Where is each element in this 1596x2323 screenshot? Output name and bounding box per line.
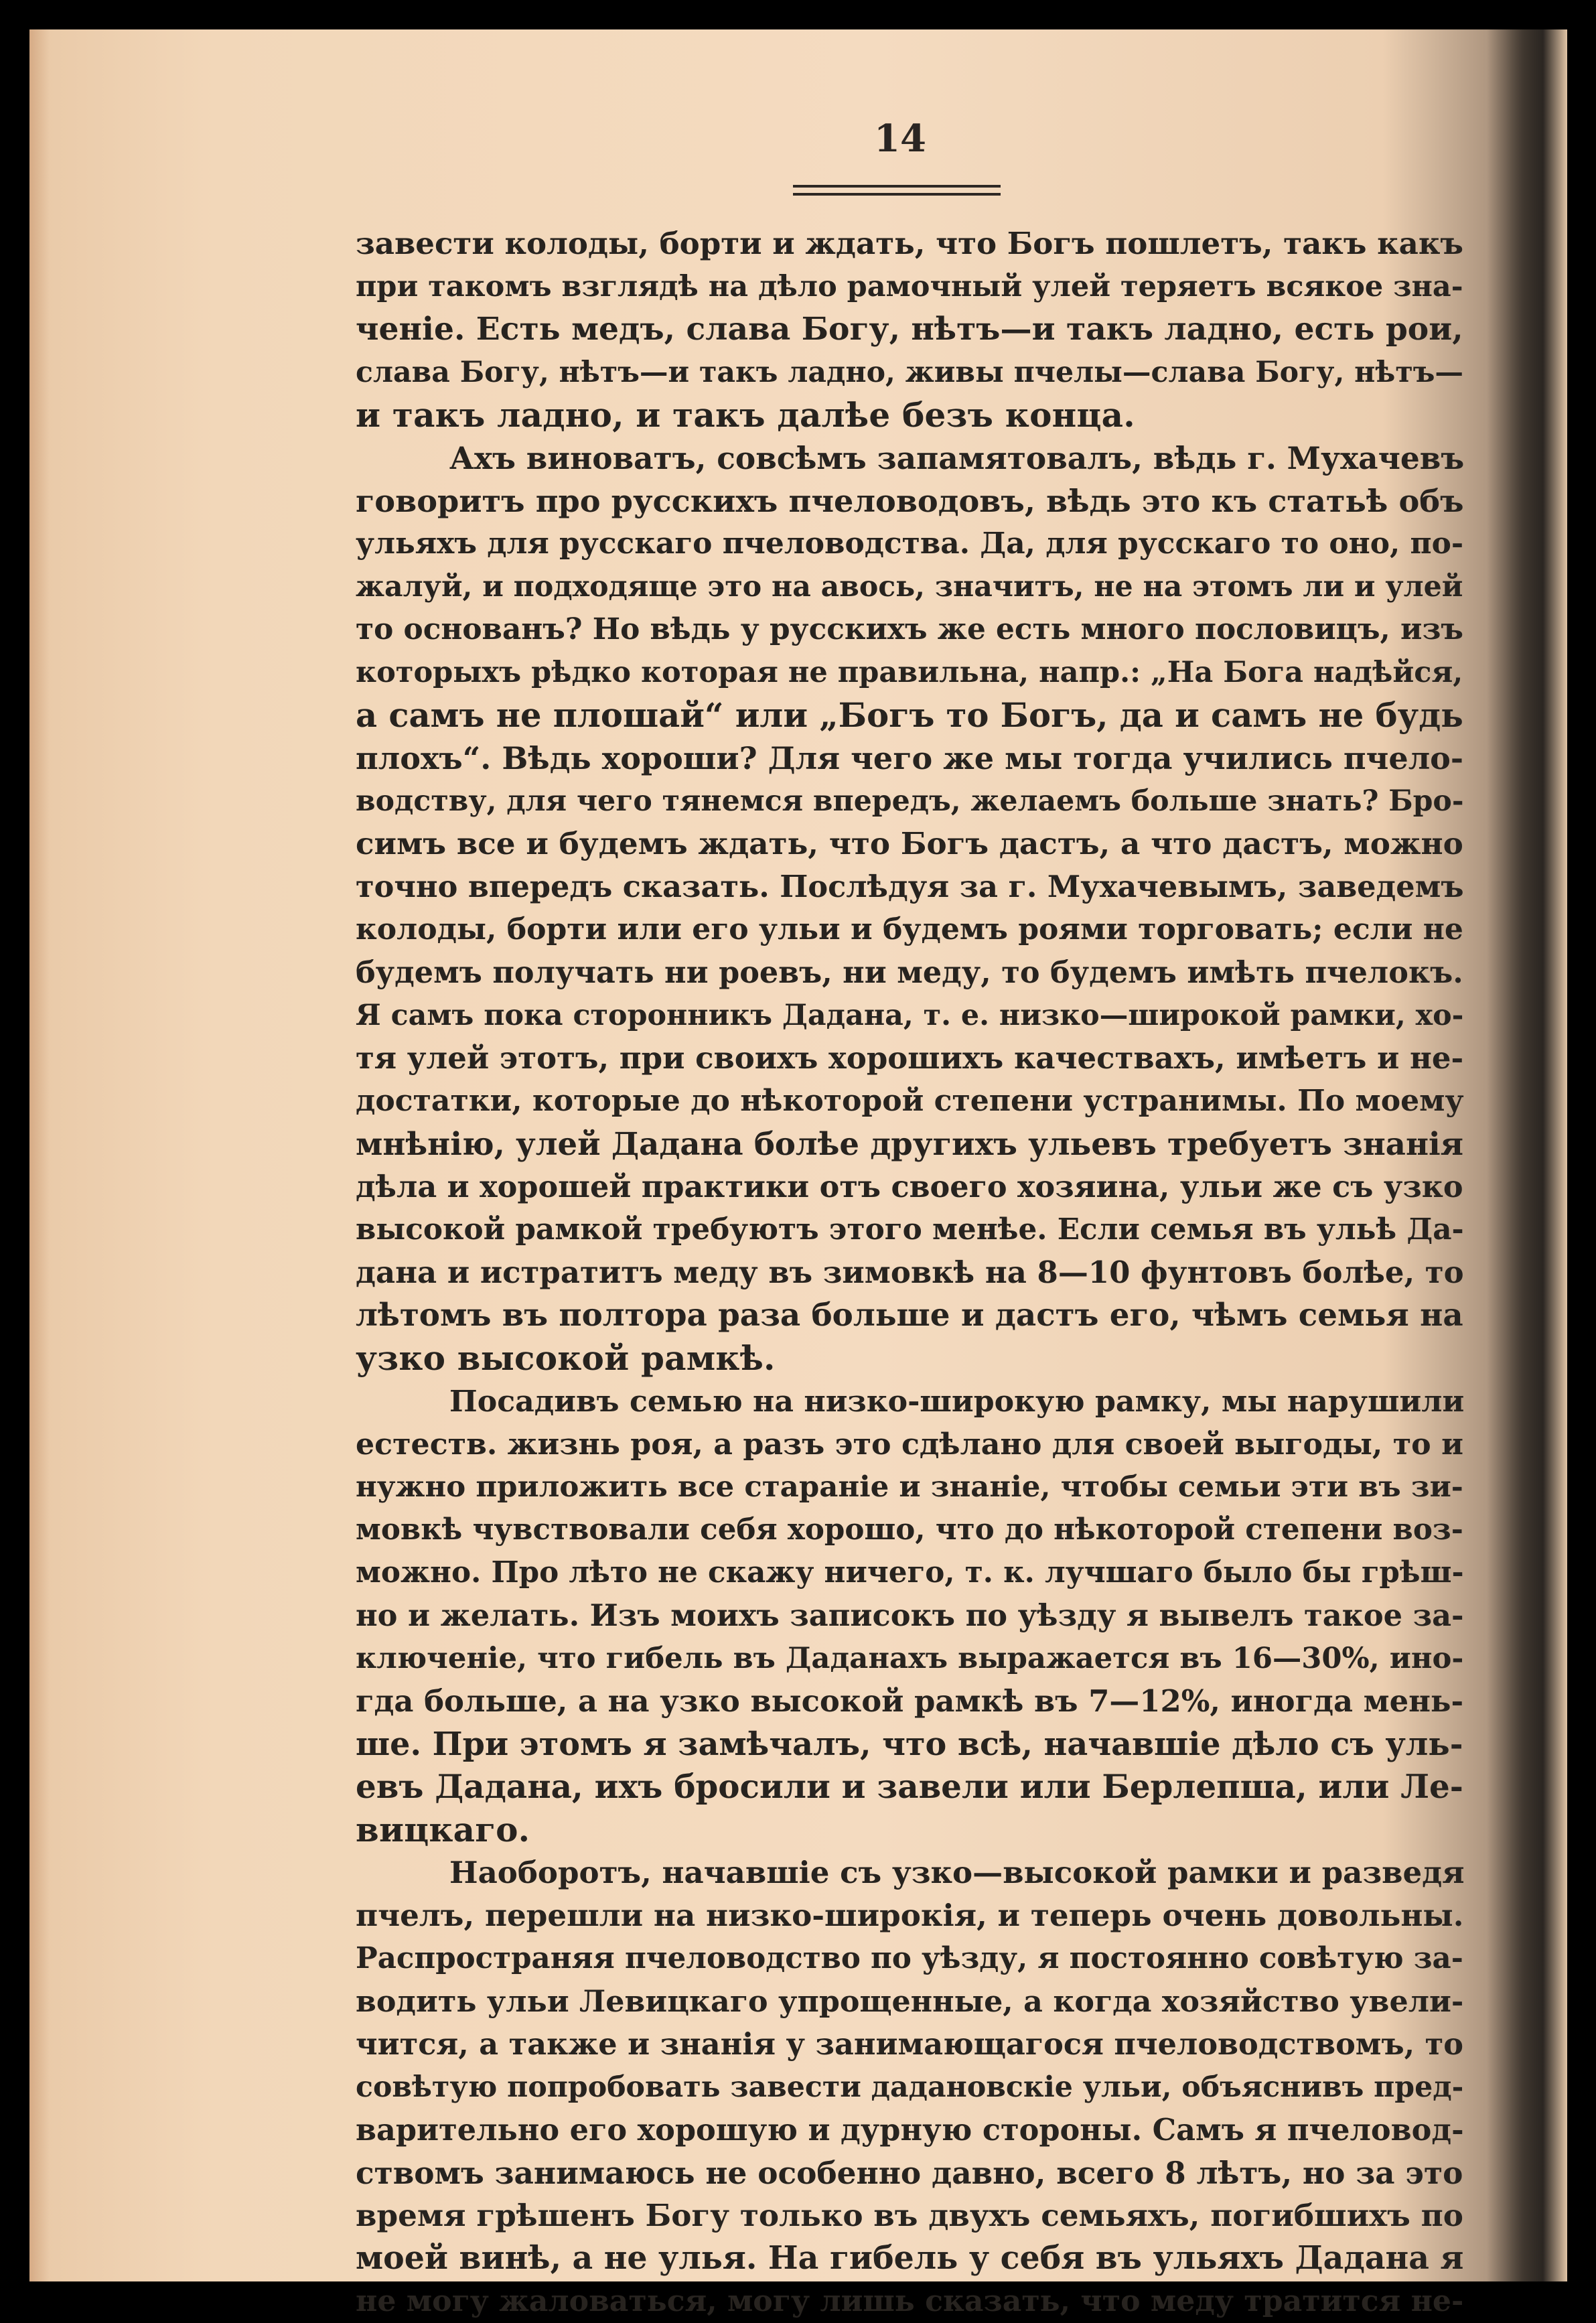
text-line: время грѣшенъ Богу только въ двухъ семьяхъ, погибшихъ по [356, 2198, 1463, 2233]
text-line: моей винѣ, а не улья. На гибель у себя въ ульяхъ Дадана я [356, 2240, 1464, 2277]
text-line: Ахъ виноватъ, совсѣмъ запамятовалъ, вѣдь г. Мухачевъ [449, 440, 1465, 476]
text-line: Наоборотъ, начавшіе съ узко—высокой рамки и разведя [449, 1855, 1465, 1890]
text-line: пчелъ, перешли на низко-широкія, и теперь очень довольны. [356, 1898, 1464, 1933]
text-line: мнѣнію, улей Дадана болѣе другихъ ульевъ требуетъ знанія [356, 1125, 1464, 1162]
text-line: и такъ ладно, и такъ далѣе безъ конца. [356, 395, 1135, 435]
paragraph [356, 222, 1471, 437]
text-line: жалуй, и подходяще это на авось, значитъ, не на этомъ ли и улей [356, 570, 1463, 604]
text-line: но и желать. Изъ моихъ записокъ по уѣзду я вывелъ такое за- [356, 1598, 1464, 1633]
text-line: завести колоды, борти и ждать, что Богъ пошлетъ, такъ какъ [356, 226, 1464, 261]
text-line: ченіе. Есть медъ, слава Богу, нѣтъ—и такъ ладно, есть рои, [356, 311, 1463, 348]
text-line: точно впередъ сказать. Послѣдуя за г. Мухачевымъ, заведемъ [356, 869, 1464, 904]
text-line: достатки, которые до нѣкоторой степени устранимы. По моему [356, 1084, 1464, 1118]
text-line: мовкѣ чувствовали себя хорошо, что до нѣкоторой степени воз- [356, 1512, 1463, 1547]
text-line: дѣла и хорошей практики отъ своего хозяина, ульи же съ узко [356, 1170, 1463, 1204]
text-line: ульяхъ для русскаго пчеловодства. Да, для русскаго то оно, по- [356, 526, 1464, 561]
text-line: естеств. жизнь роя, а разъ это сдѣлано для своей выгоды, то и [356, 1427, 1463, 1462]
text-line: варительно его хорошую и дурную стороны. Самъ я пчеловод- [356, 2112, 1464, 2148]
text-line: будемъ получать ни роевъ, ни меду, то будемъ имѣть пчелокъ. [356, 955, 1463, 990]
text-line: которыхъ рѣдко которая не правильна, напр.: „На Бога надѣйся, [356, 656, 1463, 689]
paragraph [356, 437, 1471, 1380]
text-line: водству, для чего тянемся впередъ, желаемъ больше знать? Бро- [356, 784, 1464, 818]
text-line: то основанъ? Но вѣдь у русскихъ же есть много пословицъ, изъ [356, 612, 1463, 646]
text-line: совѣтую попробовать завести дадановскіе ульи, объяснивъ пред- [356, 2070, 1464, 2104]
text-line: колоды, борти или его ульи и будемъ роями торговать; если не [356, 912, 1463, 946]
text-line: нужно приложить все стараніе и знаніе, чтобы семьи эти въ зи- [356, 1470, 1463, 1504]
binding-shadow [1487, 29, 1567, 2281]
book-page [29, 29, 1567, 2318]
text-line: плохъ“. Вѣдь хороши? Для чего же мы тогда учились пчело- [356, 740, 1464, 776]
page-edge-shadow [29, 29, 50, 2281]
text-line: ствомъ занимаюсь не особенно давно, всего 8 лѣтъ, но за это [356, 2155, 1463, 2191]
paragraph [356, 1851, 1471, 2323]
header-rule-bottom [793, 193, 1001, 196]
text-line: лѣтомъ въ полтора раза больше и дастъ его, чѣмъ семья на [356, 1297, 1463, 1334]
text-line: водить ульи Левицкаго упрощенные, а когда хозяйство увели- [356, 1984, 1464, 2019]
text-line: тя улей этотъ, при своихъ хорошихъ качествахъ, имѣетъ и не- [356, 1040, 1464, 1076]
text-line: можно. Про лѣто не скажу ничего, т. к. лучшаго было бы грѣш- [356, 1555, 1464, 1590]
body-text [356, 222, 1471, 2323]
text-line: гда больше, а на узко высокой рамкѣ въ 7—12%, иногда мень- [356, 1683, 1464, 1719]
header-rule-top [793, 185, 1001, 188]
text-line: Я самъ пока сторонникъ Дадана, т. е. низко—широкой рамки, хо- [356, 999, 1464, 1032]
text-line: евъ Дадана, ихъ бросили и завели или Берлепша, или Ле- [356, 1768, 1463, 1806]
page-number: 14 [874, 117, 926, 161]
text-line: дана и истратитъ меду въ зимовкѣ на 8—10 фунтовъ болѣе, то [356, 1255, 1464, 1290]
text-line: Посадивъ семью на низко-широкую рамку, мы нарушили [449, 1384, 1465, 1419]
text-line: слава Богу, нѣтъ—и такъ ладно, живы пчелы—слава Богу, нѣтъ— [356, 356, 1464, 389]
text-line: высокой рамкой требуютъ этого менѣе. Если семья въ ульѣ Да- [356, 1212, 1464, 1247]
text-line: а самъ не плошай“ или „Богъ то Богъ, да и самъ не будь [356, 696, 1463, 735]
text-line: ключеніе, что гибель въ Даданахъ выражается въ 16—30%, ино- [356, 1641, 1464, 1675]
text-line: вицкаго. [356, 1810, 530, 1849]
text-line: чится, а также и знанія у занимающагося пчеловодствомъ, то [356, 2026, 1463, 2062]
text-line: ше. При этомъ я замѣчалъ, что всѣ, начавшіе дѣло съ уль- [356, 1726, 1463, 1763]
text-line: не могу жаловаться, могу лишь сказать, что меду тратится не- [356, 2284, 1464, 2318]
text-line: симъ все и будемъ ждать, что Богъ дастъ, а что дастъ, можно [356, 826, 1463, 861]
text-line: Распространяя пчеловодство по уѣзду, я постоянно совѣтую за- [356, 1941, 1463, 1975]
text-line: при такомъ взглядѣ на дѣло рамочный улей теряетъ всякое зна- [356, 270, 1463, 303]
text-line: говоритъ про русскихъ пчеловодовъ, вѣдь это къ статьѣ объ [356, 483, 1464, 519]
paragraph [356, 1380, 1471, 1851]
text-line: узко высокой рамкѣ. [356, 1338, 776, 1378]
